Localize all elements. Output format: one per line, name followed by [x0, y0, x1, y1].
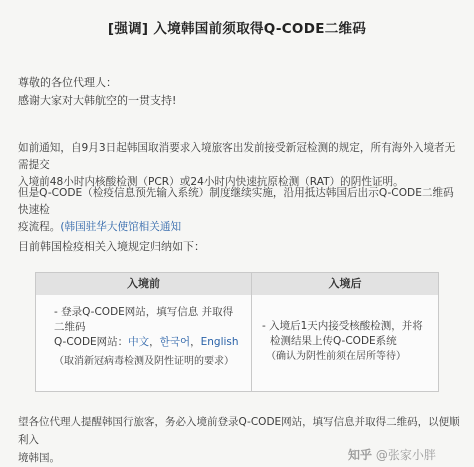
- before-line-3: [54, 335, 249, 350]
- after-line-3: （确认为阴性前须在居所等待）: [266, 351, 406, 362]
- watermark-brand: 知乎: [348, 448, 373, 462]
- greeting-text: 尊敬的各位代理人：: [18, 76, 117, 89]
- before-note: （取消新冠病毒检测及阴性证明的要求）: [54, 356, 234, 367]
- thanks-text: 感谢大家对大韩航空的一贯支持!: [18, 94, 177, 107]
- entry-rules-table: [35, 272, 439, 392]
- qcode-line-2: [18, 219, 458, 236]
- lang-link-chinese[interactable]: 中文: [128, 336, 150, 348]
- header-before-entry: 入境前: [36, 273, 252, 295]
- embassy-notice-link[interactable]: (韩国驻华大使馆相关通知: [60, 221, 182, 233]
- after-line-2: 检测结果上传Q-CODE系统: [270, 335, 397, 347]
- notice-line-2: 入境前48小时内核酸检测（PCR）或24小时内快速抗原检测（RAT）的阴性证明。: [18, 176, 404, 188]
- lang-separator: ，: [149, 336, 160, 348]
- notice-paragraph: [18, 140, 458, 191]
- notice-line-1: 如前通知，自9月3日起韩国取消要求入境旅客出发前接受新冠检测的规定，所有海外入境者无需提交: [18, 142, 456, 171]
- header-after-entry: 入境后: [252, 273, 438, 295]
- lang-link-korean[interactable]: 한국어: [159, 336, 191, 348]
- qcode-line-1: 但是Q-CODE（检疫信息预先输入系统）制度继续实施，沿用抵达韩国后出示Q-CODE二维码快速检: [18, 187, 454, 216]
- after-entry-cell: [262, 319, 432, 364]
- before-entry-cell: [54, 305, 249, 369]
- summary-intro: 目前韩国检疫相关入境规定归纳如下：: [18, 240, 205, 253]
- reminder-line-2: 境韩国。: [18, 452, 60, 464]
- watermark-author: @张家小胖: [375, 448, 436, 462]
- before-line-1: - 登录Q-CODE网站，填写信息 并取得: [54, 306, 234, 318]
- qcode-line-2-text: 疫流程。: [18, 221, 61, 233]
- table-divider: [251, 295, 252, 391]
- after-line-1: - 入境后1天内接受核酸检测，并将: [262, 320, 423, 332]
- lang-link-english[interactable]: English: [200, 336, 239, 348]
- page-title: [强调] 入境韩国前须取得Q-CODE二维码: [107, 21, 367, 37]
- before-line-2: 二维码: [54, 321, 86, 333]
- qcode-site-label: Q-CODE网站：: [54, 336, 129, 348]
- qcode-paragraph: [18, 185, 458, 236]
- watermark: [348, 446, 436, 463]
- reminder-line-1: 望各位代理人提醒韩国行旅客，务必入境前登录Q-CODE网站，填写信息并取得二维码，以便顺利入: [18, 416, 460, 446]
- lang-separator-2: ，: [190, 336, 201, 348]
